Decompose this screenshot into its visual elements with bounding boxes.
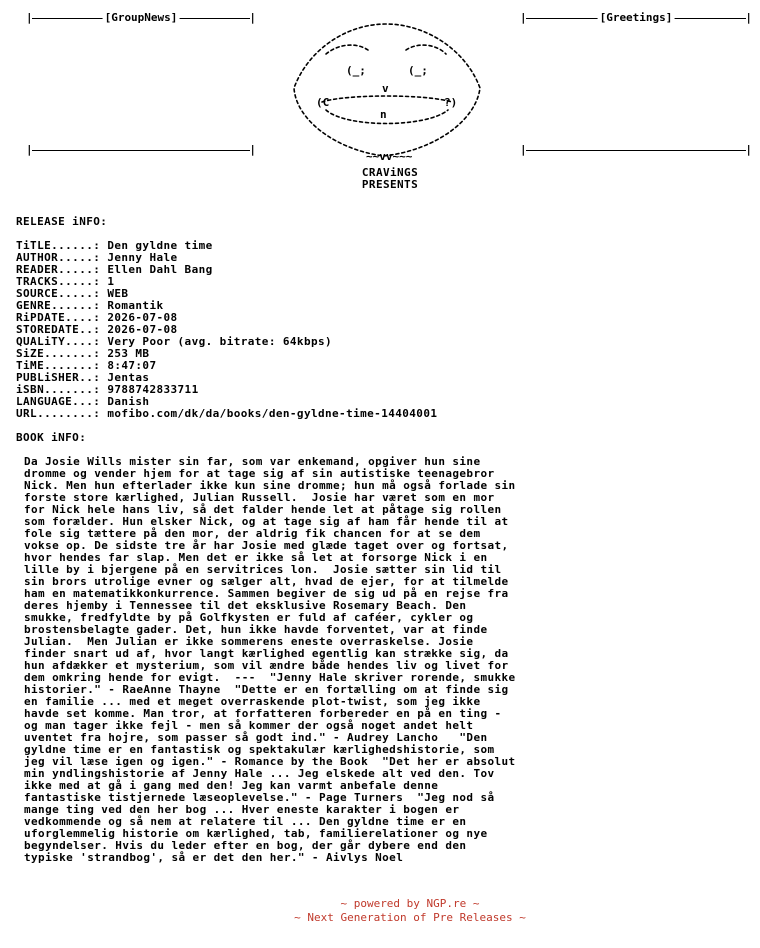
release-info-value: Jentas [107, 371, 150, 384]
release-info-value: 9788742833711 [107, 383, 199, 396]
release-info-key: READER.....: [16, 263, 101, 276]
groupnews-label: [GroupNews] [104, 11, 178, 24]
release-info-key: SOURCE.....: [16, 287, 101, 300]
release-info-key: URL........: [16, 407, 101, 420]
book-description-line: mange ting ved den her bog ... Hver eneste karakter i bogen er [24, 803, 460, 816]
ascii-face-logo [286, 10, 486, 160]
release-info-value: Danish [107, 395, 150, 408]
release-info-key: STOREDATE..: [16, 323, 101, 336]
groupnews-header-bar: | [GroupNews] | [26, 11, 256, 24]
release-info-heading: RELEASE iNFO: [16, 215, 108, 228]
book-description [24, 456, 604, 864]
greetings-header-bar: | [Greetings] | [520, 11, 752, 24]
svg-text:(_;: (_; [346, 64, 366, 77]
book-description-line: og man tager ikke fejl - men så kommer der også noget andet helt [24, 719, 474, 732]
group-name: CRAViNGS [361, 166, 419, 179]
book-description-line: havde set komme. Man tror, at forfatteren forbereder en på en ting - [24, 707, 502, 720]
book-description-line: som forælder. Hun elsker Nick, og at tage sig af ham får hende til at [24, 515, 509, 528]
group-presents-block [330, 167, 450, 191]
release-info-key: SiZE.......: [16, 347, 101, 360]
book-description-line: Julian. Men Julian er ikke sommerens eneste overraskelse. Josie [24, 635, 474, 648]
book-description-line: fantastiske tistjernede læseoplevelse." - Page Turners "Jeg nod så [24, 791, 495, 804]
release-info-key: TiTLE......: [16, 239, 101, 252]
book-description-line: Da Josie Wills mister sin far, som var enkemand, opgiver hun sine [24, 455, 481, 468]
greetings-label: [Greetings] [599, 11, 673, 24]
book-description-line: ham en matematikkonkurrence. Sammen begiver de sig ud på en rejse fra [24, 587, 509, 600]
book-description-line: jeg vil læse igen og igen." - Romance by the Book "Det her er absolut [24, 755, 516, 768]
book-description-line: typiske 'strandbog', så er det den her." - Aivlys Noel [24, 851, 404, 864]
release-info-key: GENRE......: [16, 299, 101, 312]
book-description-line: for Nick hele hans liv, så det falder hende let at påtage sig rollen [24, 503, 502, 516]
book-description-line: fole sig tættere på den mor, der aldrig fik chancen for at se dem [24, 527, 481, 540]
release-info-value: 1 [107, 275, 115, 288]
release-info-key: TiME.......: [16, 359, 101, 372]
release-info-row [16, 408, 437, 420]
book-description-line: deres hjemby i Tennessee til det eksklusive Rosemary Beach. Den [24, 599, 467, 612]
greetings-footer-bar: | | [520, 143, 752, 156]
book-description-line: hvor hendes far slap. Men det er ikke så let at forsorge Nick i en [24, 551, 488, 564]
book-description-line: begyndelser. Hvis du leder efter en bog, der går dybere end den [24, 839, 467, 852]
release-info-key: AUTHOR.....: [16, 251, 101, 264]
book-description-line: finder snart ud af, hvor langt kærlighed egentlig kan strække sig, da [24, 647, 509, 660]
book-description-line: Nick. Men hun efterlader ikke kun sine dromme; hun må også forlade sin [24, 479, 516, 492]
release-info-key: TRACKS.....: [16, 275, 101, 288]
footer-powered-by: ~ powered by NGP.re ~ [340, 897, 480, 910]
release-info-value: 253 MB [107, 347, 150, 360]
book-description-line: min yndlingshistorie af Jenny Hale ... Jeg elskede alt ved den. Tov [24, 767, 495, 780]
svg-text:n: n [380, 108, 387, 121]
book-description-line: lille by i bjergene på en servitrices lon. Josie sætter sin lid til [24, 563, 502, 576]
release-info-value: mofibo.com/dk/da/books/den-gyldne-time-14404001 [107, 407, 438, 420]
svg-text:~~vv~~~: ~~vv~~~ [366, 150, 413, 160]
release-footer [0, 897, 760, 925]
book-description-line: uventet fra hojre, som passer så godt ind." - Audrey Lancho "Den [24, 731, 488, 744]
release-info-key: LANGUAGE...: [16, 395, 101, 408]
book-description-line: brostensbelagte gader. Det, hun ikke havde forventet, var at finde [24, 623, 488, 636]
release-info-table [16, 240, 437, 420]
release-info-key: QUALiTY....: [16, 335, 101, 348]
release-info-value: 2026-07-08 [107, 311, 178, 324]
svg-text:(C: (C [316, 96, 330, 109]
book-description-line: vokse op. De sidste tre år har Josie med glæde taget over og fortsat, [24, 539, 509, 552]
release-info-value: 8:47:07 [107, 359, 157, 372]
svg-text:(_;: (_; [408, 64, 428, 77]
release-info-value: Romantik [107, 299, 164, 312]
release-info-key: PUBLiSHER..: [16, 371, 101, 384]
book-description-line: forste store kærlighed, Julian Russell. Josie har været som en mor [24, 491, 495, 504]
book-description-line: uforglemmelig historie om kærlighed, tab, familierelationer og nye [24, 827, 488, 840]
book-description-line: hun afdækker et mysterium, som vil ændre både hendes liv og livet for [24, 659, 509, 672]
book-description-line: historier." - RaeAnne Thayne "Dette er en fortælling om at finde sig [24, 683, 509, 696]
release-info-value: Very Poor (avg. bitrate: 64kbps) [107, 335, 333, 348]
book-description-line: ikke med at gå i gang med den! Jeg kan varmt anbefale denne [24, 779, 439, 792]
release-info-value: 2026-07-08 [107, 323, 178, 336]
svg-text:?): ?) [444, 96, 458, 109]
release-info-key: RiPDATE....: [16, 311, 101, 324]
svg-text:v: v [382, 82, 389, 95]
book-info-heading: BOOK iNFO: [16, 431, 87, 444]
release-info-key: iSBN.......: [16, 383, 101, 396]
release-info-value: WEB [107, 287, 129, 300]
book-description-line: gyldne time er en fantastisk og spektakulær kærlighedshistorie, som [24, 743, 495, 756]
book-description-line: en familie ... med et meget overraskende plot-twist, som jeg ikke [24, 695, 481, 708]
group-tagline: PRESENTS [361, 178, 419, 191]
release-info-value: Jenny Hale [107, 251, 178, 264]
book-description-line: smukke, fredfyldte by på Golfkysten er fuld af caféer, cykler og [24, 611, 474, 624]
book-description-line: dem omkring hende for evigt. --- "Jenny Hale skriver rorende, smukke [24, 671, 516, 684]
groupnews-footer-bar: | | [26, 143, 256, 156]
footer-tagline: ~ Next Generation of Pre Releases ~ [294, 911, 526, 924]
book-description-line: dromme og vender hjem for at tage sig af sin autistiske teenagebror [24, 467, 495, 480]
book-description-line: vedkommende og så nem at relatere til ... Den gyldne time er en [24, 815, 467, 828]
release-info-value: Ellen Dahl Bang [107, 263, 213, 276]
release-info-value: Den gyldne time [107, 239, 213, 252]
book-description-line: sin brors utrolige evner og sælger alt, hvad de ejer, for at tilmelde [24, 575, 509, 588]
